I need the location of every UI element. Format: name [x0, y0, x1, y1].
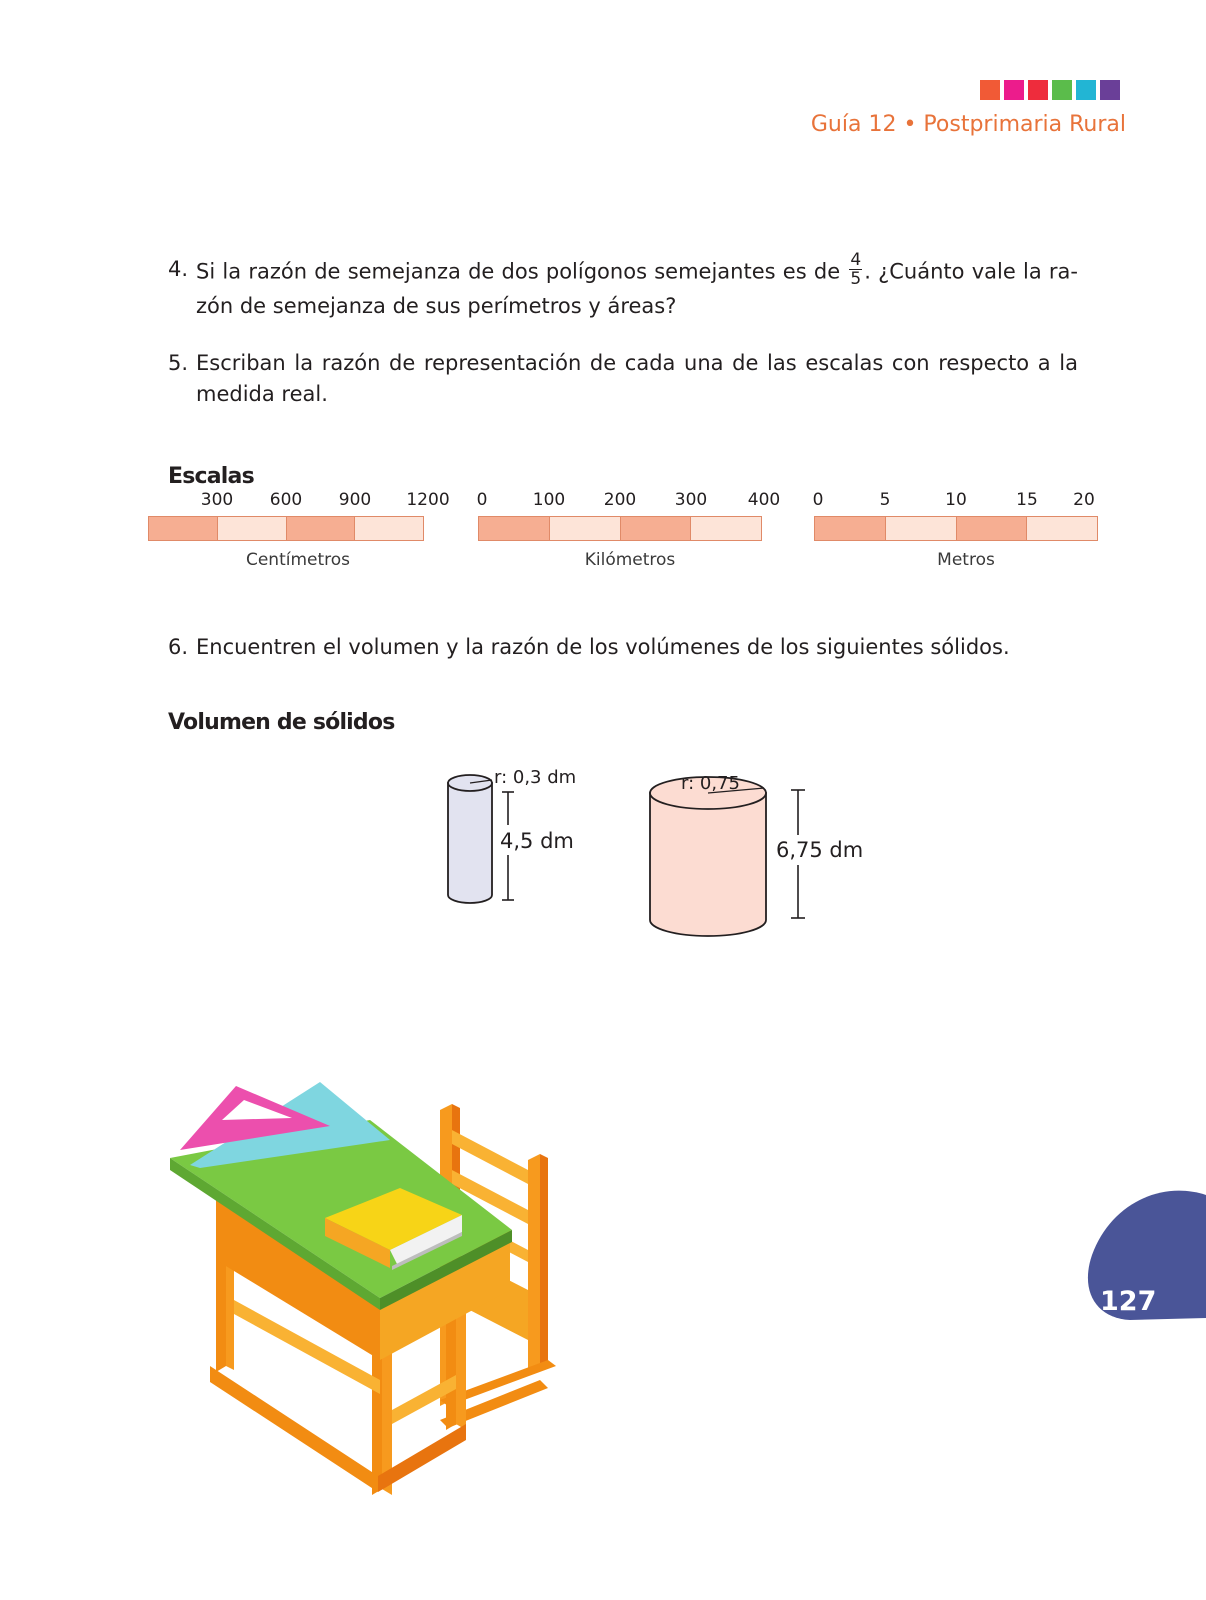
- scale-segment: [886, 517, 957, 540]
- cyl1-height-label: 4,5 dm: [500, 829, 574, 853]
- section-title-escalas: Escalas: [168, 464, 254, 489]
- tick-label: 200: [603, 490, 637, 510]
- color-swatch: [1052, 80, 1072, 100]
- tick-label: 0: [812, 490, 824, 510]
- scale-segment: [355, 517, 423, 540]
- question-number: 5.: [168, 351, 189, 375]
- scale-segment: [691, 517, 761, 540]
- scale-unit: Centímetros: [245, 550, 351, 570]
- tick-label: 20: [1073, 490, 1095, 510]
- scale-unit: Metros: [937, 550, 995, 570]
- scale-bar: [814, 516, 1098, 541]
- section-title-volumen: Volumen de sólidos: [168, 710, 395, 735]
- color-swatch: [1076, 80, 1096, 100]
- tick-label: 15: [1016, 490, 1038, 510]
- question-6: [168, 632, 1078, 663]
- scale-segment: [621, 517, 692, 540]
- fraction-numerator: 4: [850, 250, 862, 270]
- color-swatch: [1100, 80, 1120, 100]
- tick-label: 400: [747, 490, 781, 510]
- color-swatch: [1004, 80, 1024, 100]
- tick-label: 0: [476, 490, 488, 510]
- header-title: Guía 12 • Postprimaria Rural: [810, 112, 1126, 137]
- scale-bar: [148, 516, 424, 541]
- color-strip: [980, 80, 1120, 100]
- question-number: 6.: [168, 635, 189, 659]
- question-text: Escriban la razón de representación de cada una de las escalas con respecto a la medida real.: [196, 351, 1078, 406]
- question-number: 4.: [168, 257, 189, 281]
- question-5: [168, 348, 1078, 410]
- fraction-denominator: 5: [850, 269, 862, 289]
- tick-label: 5: [879, 490, 891, 510]
- cyl2-radius-label: r: 0,75: [681, 773, 740, 794]
- tick-label: 300: [200, 490, 234, 510]
- scale-segment: [550, 517, 621, 540]
- scale-segment: [957, 517, 1028, 540]
- scale-segment: [149, 517, 218, 540]
- scale-kilometros: [476, 490, 781, 580]
- desk-illustration: [160, 1080, 580, 1520]
- color-swatch: [1028, 80, 1048, 100]
- scale-segment: [218, 517, 287, 540]
- cyl1-radius-label: r: 0,3 dm: [494, 767, 577, 788]
- fraction: [849, 251, 862, 288]
- tick-label: 900: [338, 490, 372, 510]
- tick-label: 10: [945, 490, 967, 510]
- scale-segment: [287, 517, 356, 540]
- question-text: Encuentren el volumen y la razón de los volúmenes de los siguientes sólidos.: [196, 635, 1010, 659]
- question-text: Si la razón de semejanza de dos polígonos semejantes es de: [196, 259, 841, 284]
- scale-segment: [815, 517, 886, 540]
- question-4: [168, 250, 1078, 322]
- scale-segment: [1027, 517, 1097, 540]
- scale-segment: [479, 517, 550, 540]
- scale-centimetros: [148, 490, 450, 580]
- color-swatch: [980, 80, 1000, 100]
- cylinders-figure: [420, 755, 880, 955]
- cyl2-height-label: 6,75 dm: [776, 838, 864, 862]
- scale-bar: [478, 516, 762, 541]
- page-number: 127: [1100, 1286, 1157, 1317]
- scale-metros: [814, 490, 1098, 580]
- scale-unit: Kilómetros: [584, 550, 676, 570]
- tick-label: 300: [674, 490, 708, 510]
- tick-label: 100: [532, 490, 566, 510]
- tick-label: 600: [269, 490, 303, 510]
- tick-label: 1200: [406, 490, 450, 510]
- question-text-continued: . ¿Cuánto vale la ra-zón de semejanza de sus perímetros y áreas?: [196, 259, 1078, 318]
